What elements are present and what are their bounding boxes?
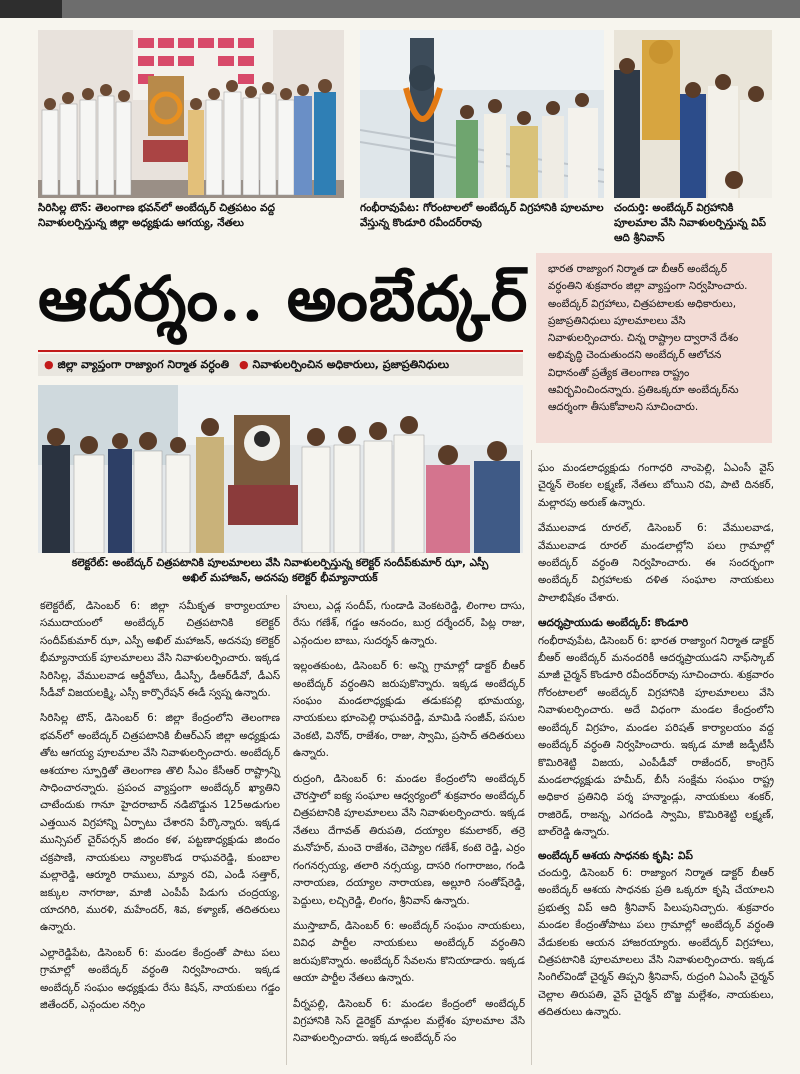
photo-collectorate (38, 385, 523, 553)
column-divider (531, 450, 532, 1065)
article-column-3 (538, 460, 774, 1022)
article-paragraph: చందుర్తి, డిసెంబర్ 6: రాజ్యాంగ నిర్మాత డాక్టర్ బీఆర్ అంబేద్కర్ ఆశయ సాధనకు ప్రతి ఒక్కరూ కృషి చేయాలని ప్రభుత్వ విప్ ఆది శ్రీనివాస్ పిలుపునిచ్చారు. శుక్రవారం మండల కేంద్రంతోపాటు పలు గ్రామాల్లో అంబేద్కర్ వర్ధంతి వేడుకలకు ఆయన హాజరయ్యారు. అంబేద్కర్ విగ్రహాలు, చిత్రపటానికి పూలమాలలు వేసి నివాళులర్పించారు. ఇక్కడ సింగిల్‌విండో చైర్మన్ తిప్పని శ్రీనివాస్, రుద్రంగి ఏఎంసీ చైర్మన్ చెల్లాల తిరుపతి, వైస్ చైర్మన్ బొజ్జ మల్లేశం, నాయకులు, తదితరులు ఉన్నారు. (538, 866, 774, 1019)
subheading-strip (38, 354, 523, 376)
article-subheading: అంబేద్కర్ ఆశయ సాధనకు కృషి: విప్ (538, 849, 693, 862)
photo-caption: కలెక్టరేట్: అంబేద్కర్ చిత్రపటానికి పూలమాలలు వేసి నివాళులర్పిస్తున్న కలెక్టర్ సందీప్‌కుమార్ ఝా, ఎస్పీ అఖిల్ మహాజన్, అదనపు కలెక్టర్ భీమ్యానాయక్ (71, 557, 489, 584)
bullet-icon: ● (238, 358, 249, 371)
bullet-icon: ● (44, 358, 54, 371)
article-paragraph: ముస్తాబాద్, డిసెంబర్ 6: అంబేద్కర్ సంఘం నాయకులు, వివిధ పార్టీల నాయకులు అంబేద్కర్ వర్ధంతిని జరుపుకొన్నారు. అంబేద్కర్ సేవలను కొనియాడారు. ఇక్కడ ఆయా పార్టీల నేతలు ఉన్నారు. (293, 919, 525, 985)
article-paragraph: హులు, ఎడ్ల సందీప్, గుండాడి వెంకటరెడ్డి, లింగాల దాసు, రేసు గణేశ్, గడ్డం ఆనందం, బుర్ర దర్శేందర్, పిట్ల రాజు, ఎన్గందుల బాబు, సుదర్శన్ ఉన్నారు. (293, 600, 525, 647)
article-paragraph: ఎల్లారెడ్డిపేట, డిసెంబర్ 6: మండల కేంద్రంతో పాటు పలు గ్రామాల్లో అంబేద్కర్ వర్ధంతి నిర్వహించారు. ఇక్కడ అంబేద్కర్ సంఘం అధ్యక్షుడు రేసు కిషన్, నాయకులు గడ్డం జితేందర్, ఎన్గందుల నర్సిం (40, 946, 280, 1011)
subheading: జిల్లా వ్యాప్తంగా రాజ్యాంగ నిర్మాత వర్ధంతి (57, 358, 230, 371)
subheading: నివాళులర్పించిన అధికారులు, ప్రజాప్రతినిధులు (252, 358, 450, 371)
summary-box: భారత రాజ్యాంగ నిర్మాత డా బీఆర్ అంబేద్కర్ వర్ధంతిని శుక్రవారం జిల్లా వ్యాప్తంగా నిర్వహించారు. అంబేద్కర్ విగ్రహాలు, చిత్రపటాలకు అధికారులు, ప్రజాప్రతినిధులు పూలమాలలు వేసి నివాళులర్పించారు. చిన్న రాష్ట్రాల ద్వారానే దేశం అభివృద్ధి చెందుతుందని అంబేద్కర్ ఆలోచన విధానంతో ప్రత్యేక తెలంగాణ రాష్ట్రం ఆవిర్భవించిందన్నారు. ప్రతిఒక్కరూ అంబేద్కర్‌ను ఆదర్శంగా తీసుకోవాలని సూచించారు. (536, 253, 772, 443)
page-top-bar (0, 0, 800, 18)
article-column-2 (293, 598, 525, 1048)
photo-caption: సిరిసిల్ల టౌన్: తెలంగాణ భవన్‌లో అంబేద్కర్ చిత్రపటం వద్ద నివాళులర్పిస్తున్న జిల్లా అధ్యక్షుడు ఆగయ్య, నేతలు (38, 202, 275, 229)
headline-rule (38, 350, 523, 352)
article-paragraph: ఇల్లంతకుంట, డిసెంబర్ 6: అన్ని గ్రామాల్లో డాక్టర్ బీఆర్ అంబేద్కర్ వర్ధంతిని జరుపుకొన్నారు. ఇక్కడ అంబేద్కర్ సంఘం మండలాధ్యక్షుడు తడుకపల్లి భూమయ్య, నాయకులు భూంపెల్లి రాఘవరెడ్డి, మామిడి సంజీవ్, పసుల వెంకటి, వినోద్, రాజేశం, రాజు, స్వామి, ప్రసాద్ తదితరులు ఉన్నారు. (293, 660, 525, 760)
article-paragraph: సిరిసిల్ల టౌన్, డిసెంబర్ 6: జిల్లా కేంద్రంలోని తెలంగాణ భవన్‌లో అంబేద్కర్ చిత్రపటానికి బీఆర్‌ఎస్ జిల్లా అధ్యక్షుడు తోట ఆగయ్య పూలమాల వేసి నివాళులర్పించారు. అంబేద్కర్ ఆశయాల స్ఫూర్తితో తెలంగాణ తొలి సీఎం కేసీఆర్ రాష్ట్రాన్ని సాధించారన్నారు. ప్రపంచ వ్యాప్తంగా అంబేద్కర్ ఖ్యాతిని చాటేందుకు గానూ హైదరాబాద్ నడిబొడ్డున 125అడుగుల ఎత్తయిన విగ్రహాన్ని ఏర్పాటు చేశారని పేర్కొన్నారు. ఇక్కడ మున్సిపల్ చైర్‌పర్సన్ జిందం కళ, పట్టణాధ్యక్షుడు జిందం చక్రపాణి, నాయకులు న్యాలకొండ రాఘవరెడ్డి, కుంబాల మల్లారెడ్డి, ఆర్మూరి రాములు, మ్యాన రవి, ఎండీ సత్తార్, జక్కుల నాగరాజు, మాజీ ఎంపీపీ పిడుగు చంద్రయ్య, యాదగిరి, మురళి, మహేందర్, శివ, కళ్యాణ్, తదితరులు ఉన్నారు. (40, 712, 280, 934)
article-subheading: ఆదర్శప్రాయుడు అంబేద్కర్: కొండూరి (538, 617, 689, 630)
photo-gambhiraopet-statue (360, 30, 604, 198)
article-paragraph: వేములవాడ రూరల్, డిసెంబర్ 6: వేములవాడ, వేములవాడ రూరల్ మండలాల్లోని పలు గ్రామాల్లో అంబేద్కర్ వర్ధంతి నిర్వహించారు. ఈ సందర్భంగా అంబేద్కర్ విగ్రహాలకు దళిత సంఘాల నాయకులు పాలాభిషేకం చేశారు. (538, 522, 774, 604)
photo-caption: గంభీరావుపేట: గోరంటాలలో అంబేద్కర్ విగ్రహానికి పూలమాల వేస్తున్న కొండూరి రవీందర్‌రావు (360, 202, 604, 229)
article-paragraph: వీర్నపల్లి, డిసెంబర్ 6: మండల కేంద్రంలో అంబేద్కర్ విగ్రహానికి సెస్ డైరెక్టర్ మాడ్గుల మల్లేశం పూలమాల వేసి నివాళులర్పించారు. ఇక్కడ అంబేద్కర్ సం (293, 997, 525, 1045)
photo-chandurthi-statue (614, 30, 772, 198)
article-column-1 (40, 598, 280, 1014)
column-divider (286, 595, 287, 1065)
page-title: ఆదర్శం.. అంబేద్కర్ (38, 262, 529, 335)
photo-sircilla-telangana-bhavan (38, 30, 344, 198)
article-paragraph: ఘం మండలాధ్యక్షుడు గంగాధరి నాంపెల్లి, ఏఎంసీ వైస్ చైర్మన్ లెంకల లక్ష్మణ్, నేతలు బోయిని రవి, పాటి దినకర్, మల్లారపు అరుణ్ ఉన్నారు. (538, 462, 774, 509)
article-paragraph: కలెక్టరేట్, డిసెంబర్ 6: జిల్లా సమీకృత కార్యాలయాల సముదాయంలో అంబేద్కర్ చిత్రపటానికి కలెక్టర్ సందీప్‌కుమార్ ఝా, ఎస్పీ అఖిల్ మహాజన్, అదనపు కలెక్టర్ భీమ్యానాయక్ పూలమాలలు వేసి నివాళులర్పించారు. ఇక్కడ సిరిసిల్ల, వేములవాడ ఆర్డీవోలు, డీఎస్పీ, డీఆర్‌డీవో, డీఎస్ సీడీవో విజయలక్ష్మి, ఎస్సీ కార్పొరేషన్ ఈడీ స్వప్న ఉన్నారు. (40, 600, 280, 700)
section-tab (0, 0, 62, 18)
photo-caption: చందుర్తి: అంబేద్కర్ విగ్రహానికి పూలమాల వేసి నివాళులర్పిస్తున్న విప్ ఆది శ్రీనివాస్ (614, 202, 767, 244)
article-paragraph: రుద్రంగి, డిసెంబర్ 6: మండల కేంద్రంలోని అంబేద్కర్ చౌరస్తాలో ఐక్య సంఘాల ఆధ్వర్యంలో శుక్రవారం అంబేద్కర్ చిత్రపటానికి పూలమాలలు వేసి నివాళులర్పించారు. ఇక్కడ నేతలు దేగావత్ తిరుపతి, దయ్యాల కమలాకర్, తర్రె మనోహర్, మంచె రాజేశం, చెప్యాల గణేశ్, కంటె రెడ్డి, ఎర్రం గంగనర్సయ్య, తలారి నర్సయ్య, దాసరి గంగారాజం, గండి నారాయణ, దయ్యాల నారాయణ, అల్లూరి సంతోష్‌రెడ్డి, పెద్దులు, లచ్చిరెడ్డి, లింగం, శ్రీనివాస్ ఉన్నారు. (293, 772, 525, 907)
article-paragraph: గంభీరావుపేట, డిసెంబర్ 6: భారత రాజ్యాంగ నిర్మాత డాక్టర్ బీఆర్ అంబేద్కర్ మనందరికీ ఆదర్శప్రాయుడని నాఫ్‌స్కాబ్ మాజీ చైర్మన్ కొండూరి రవీందర్‌రావు సూచించారు. శుక్రవారం గోరంటాలలో అంబేద్కర్ విగ్రహానికి పూలమాలలు వేసి నివాళులర్పించారు. అదే విధంగా మండల కేంద్రంలోని అంబేద్కర్ విగ్రహం, మండల పరిషత్ కార్యాలయం వద్ద అంబేద్కర్ వర్ధంతి నిర్వహించారు. ఇక్కడ మాజీ జడ్పీటీసీ కొమిరిశెట్టి విజయ, ఎంపీడీవో రాజేందర్, కాంగ్రెస్ మండలాధ్యక్షుడు హమీద్, బీసీ సంక్షేమ సంఘం రాష్ట్ర అధికార ప్రతినిధి పర్శ హన్మాండ్లు, నాయకులు శంకర్, రాజిరెడ్, రాజన్న, ఎగదండి స్వామి, కొమిరిశెట్టి లక్ష్మణ్, బాల్‌రెడ్డి ఉన్నారు. (538, 634, 774, 839)
